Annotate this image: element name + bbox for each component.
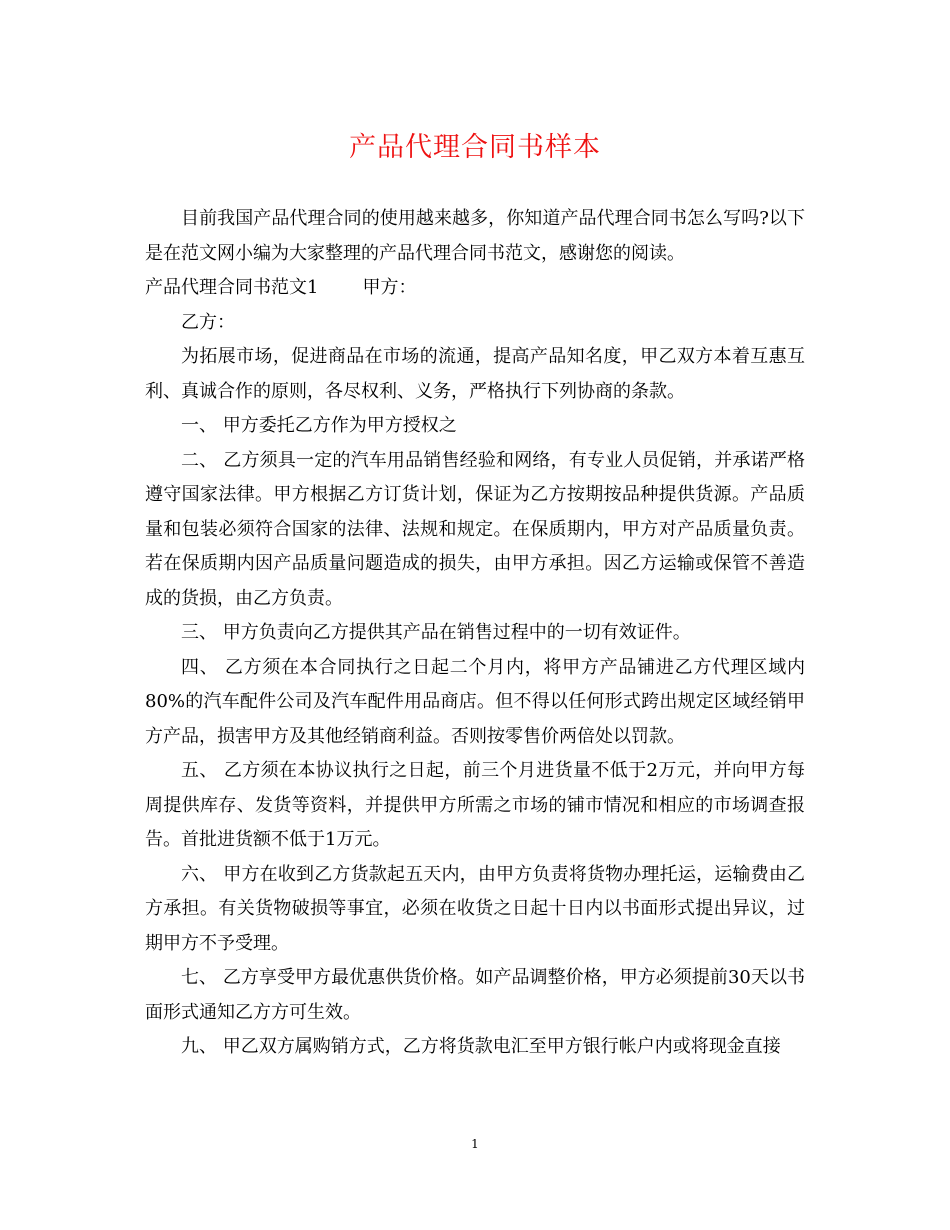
party-a-label: 甲方：: [362, 277, 417, 298]
sample-heading-line: [145, 271, 805, 306]
clause-paragraph: 二、 乙方须具一定的汽车用品销售经验和网络，有专业人员促销，并承诺严格遵守国家法律。甲方根据乙方订货计划，保证为乙方按期按品种提供货源。产品质量和包装必须符合国家的法律、法规和规定。在保质期内，甲方对产品质量负责。若在保质期内因产品质量问题造成的损失，由甲方承担。因乙方运输或保管不善造成的货损，由乙方负责。: [145, 449, 805, 609]
clause-paragraph: 一、 甲方委托乙方作为甲方授权之: [181, 415, 457, 436]
page-number: 1: [471, 1137, 479, 1151]
preamble-paragraph: 为拓展市场，促进商品在市场的流通，提高产品知名度，甲乙双方本着互惠互利、真诚合作的原则，各尽权利、义务，严格执行下列协商的条款。: [145, 346, 805, 402]
clause-paragraph: 四、 乙方须在本合同执行之日起二个月内，将甲方产品铺进乙方代理区域内80%的汽车配件公司及汽车配件用品商店。但不得以任何形式跨出规定区域经销甲方产品，损害甲方及其他经销商利益。否则按零售价两倍处以罚款。: [145, 656, 805, 747]
clause-paragraph: 九、 甲乙双方属购销方式，乙方将货款电汇至甲方银行帐户内或将现金直接: [181, 1036, 781, 1057]
clause-paragraph: 六、 甲方在收到乙方货款起五天内，由甲方负责将货物办理托运，运输费由乙方承担。有关货物破损等事宜，必须在收货之日起十日内以书面形式提出异议，过期甲方不予受理。: [145, 863, 805, 954]
document-body: [145, 202, 805, 1065]
sample-heading: 产品代理合同书范文1: [145, 277, 319, 298]
clause-paragraph: 三、 甲方负责向乙方提供其产品在销售过程中的一切有效证件。: [181, 622, 691, 643]
clause-paragraph: 五、 乙方须在本协议执行之日起，前三个月进货量不低于2万元，并向甲方每周提供库存、发货等资料，并提供甲方所需之市场的铺市情况和相应的市场调查报告。首批进货额不低于1万元。: [145, 760, 805, 850]
clause-paragraph: 七、 乙方享受甲方最优惠供货价格。如产品调整价格，甲方必须提前30天以书面形式通知乙方方可生效。: [145, 967, 805, 1023]
document-title: 产品代理合同书样本: [349, 132, 601, 163]
party-b-label: 乙方：: [181, 311, 235, 333]
intro-paragraph: 目前我国产品代理合同的使用越来越多，你知道产品代理合同书怎么写吗?以下是在范文网小编为大家整理的产品代理合同书范文，感谢您的阅读。: [145, 208, 805, 264]
